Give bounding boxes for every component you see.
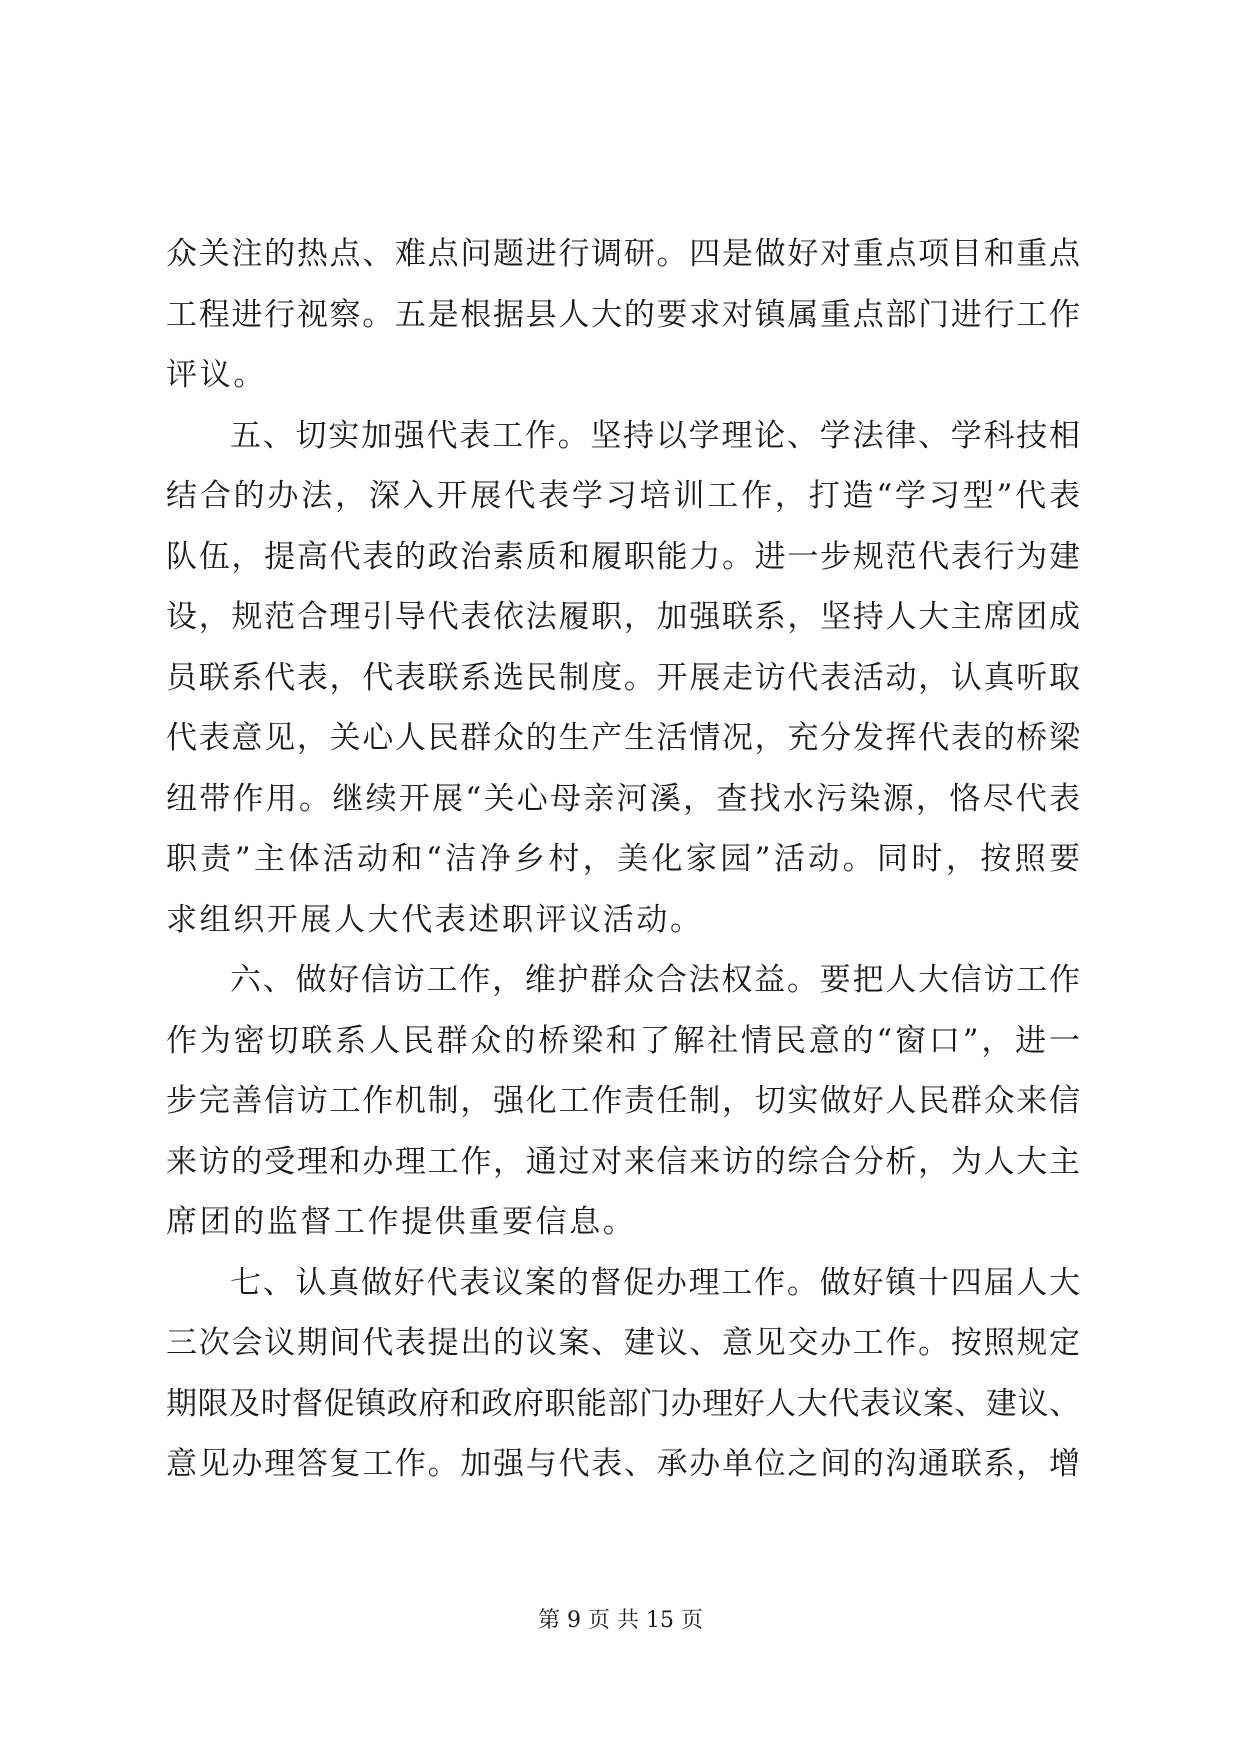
paragraph-start-line: 五、切实加强代表工作。坚持以学理论、学法律、学科技相	[230, 417, 1080, 454]
text-line: 三次会议期间代表提出的议案、建议、意见交办工作。按照规定	[166, 1325, 1080, 1361]
paragraph-start-line: 七、认真做好代表议案的督促办理工作。做好镇十四届人大	[230, 1264, 1080, 1301]
text-line: 作为密切联系人民群众的桥梁和了解社情民意的“窗口”，进一	[166, 1022, 1080, 1059]
text-line: 结合的办法，深入开展代表学习培训工作，打造“学习型”代表	[166, 478, 1080, 514]
text-line: 席团的监督工作提供重要信息。	[166, 1204, 637, 1240]
text-line: 纽带作用。继续开展“关心母亲河溪，查找水污染源，恪尽代表	[166, 780, 1080, 817]
text-line: 职责”主体活动和“洁净乡村，美化家园”活动。同时，按照要	[166, 841, 1080, 877]
paragraph-start-line: 六、做好信访工作，维护群众合法权益。要把人大信访工作	[230, 962, 1080, 998]
text-line: 工程进行视察。五是根据县人大的要求对镇属重点部门进行工作	[166, 296, 1080, 333]
text-line: 员联系代表，代表联系选民制度。开展走访代表活动，认真听取	[166, 659, 1080, 696]
text-line: 求组织开展人大代表述职评议活动。	[166, 901, 704, 938]
text-line: 来访的受理和办理工作，通过对来信来访的综合分析，为人大主	[166, 1143, 1080, 1180]
page-number-footer: 第 9 页 共 15 页	[538, 1608, 703, 1633]
text-line: 队伍，提高代表的政治素质和履职能力。进一步规范代表行为建	[166, 538, 1080, 575]
text-line: 步完善信访工作机制，强化工作责任制，切实做好人民群众来信	[166, 1083, 1080, 1119]
text-line: 评议。	[166, 357, 267, 393]
text-line: 设，规范合理引导代表依法履职，加强联系，坚持人大主席团成	[166, 599, 1080, 635]
text-line: 期限及时督促镇政府和政府职能部门办理好人大代表议案、建议、	[166, 1385, 1080, 1422]
text-line: 众关注的热点、难点问题进行调研。四是做好对重点项目和重点	[166, 236, 1080, 272]
text-line: 代表意见，关心人民群众的生产生活情况，充分发挥代表的桥梁	[166, 720, 1080, 756]
body-text	[166, 224, 1080, 1495]
text-line: 意见办理答复工作。加强与代表、承办单位之间的沟通联系，增	[166, 1446, 1080, 1482]
